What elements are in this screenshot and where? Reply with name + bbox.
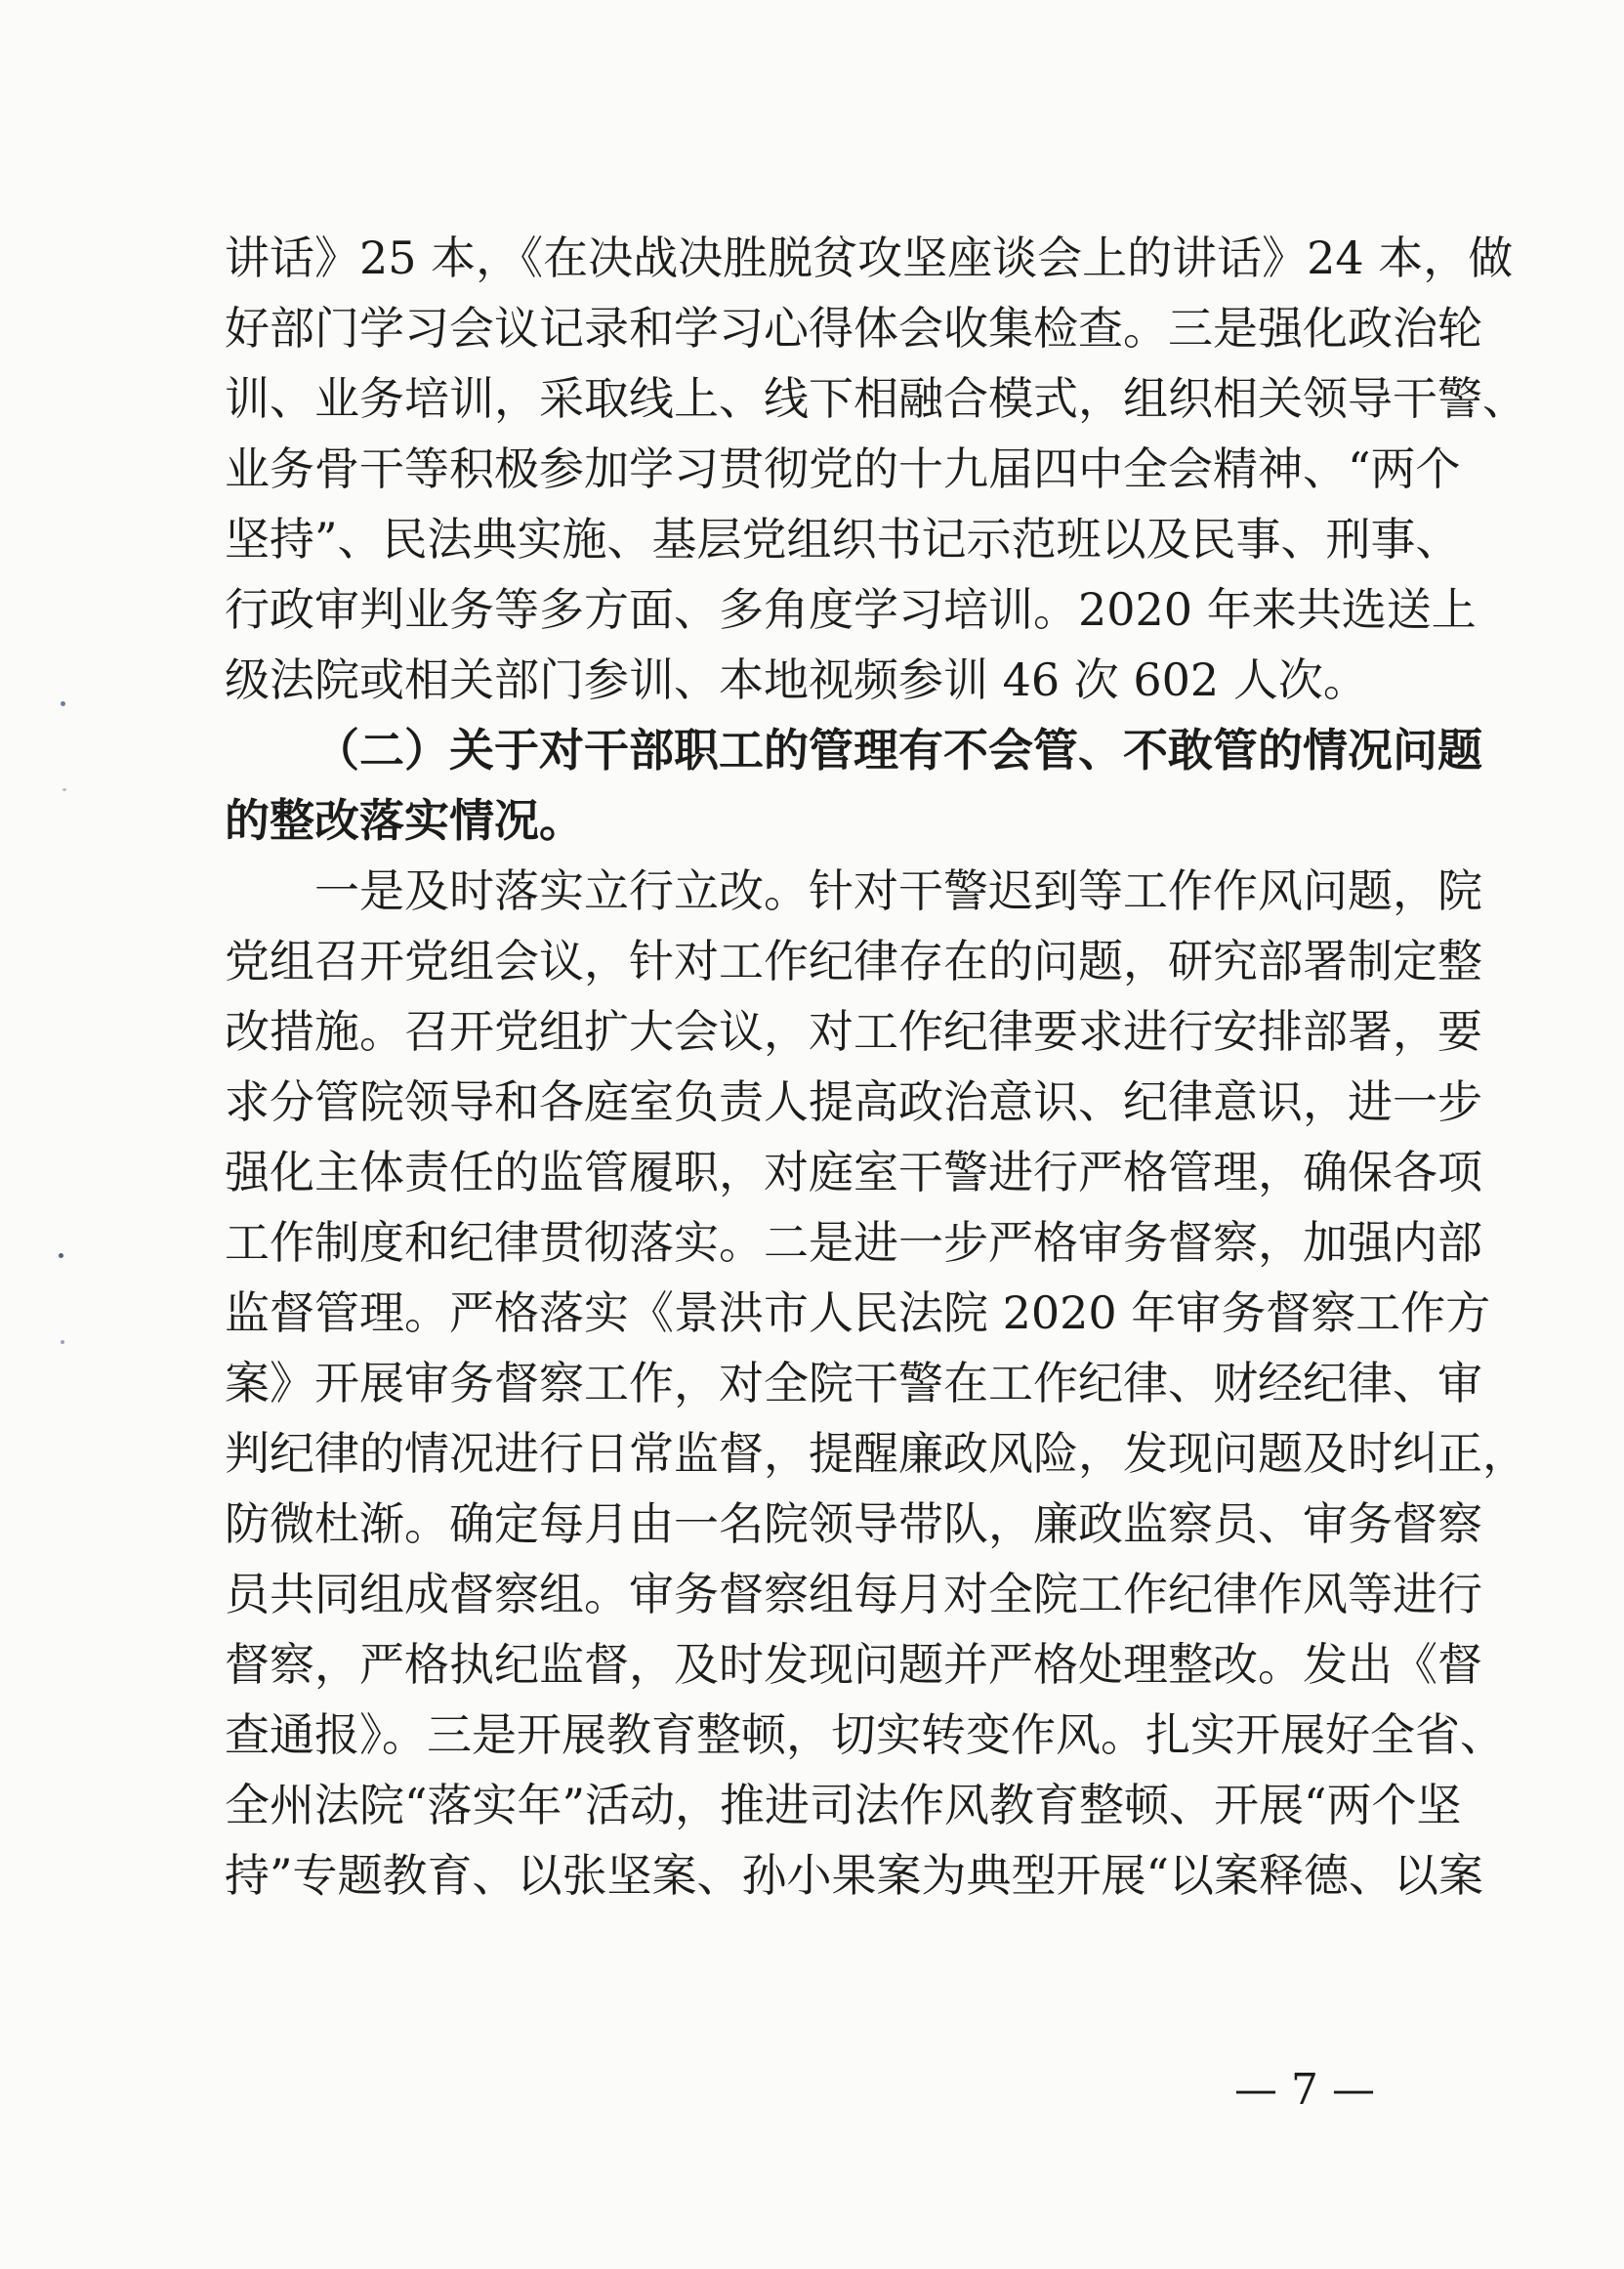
text-line: 训、业务培训，采取线上、线下相融合模式，组织相关领导干警、 — [225, 372, 1527, 425]
document-body — [225, 223, 1527, 1911]
text-line: 求分管院领导和各庭室负责人提高政治意识、纪律意识，进一步 — [225, 1075, 1482, 1128]
page-number: — 7 — — [1234, 2065, 1375, 2115]
text-line: 全州法院“落实年”活动，推进司法作风教育整顿、开展“两个坚 — [225, 1779, 1462, 1831]
text-line: 工作制度和纪律贯彻落实。二是进一步严格审务督察，加强内部 — [225, 1216, 1482, 1269]
text-line: 改措施。召开党组扩大会议，对工作纪律要求进行安排部署，要 — [225, 1005, 1482, 1058]
scan-speck — [59, 1253, 63, 1258]
text-line: 讲话》25 本，《在决战决胜脱贫攻坚座谈会上的讲话》24 本，做 — [225, 231, 1514, 284]
section-heading: 的整改落实情况。 — [225, 794, 584, 847]
scan-speck — [62, 788, 66, 791]
text-line: 好部门学习会议记录和学习心得体会收集检查。三是强化政治轮 — [225, 302, 1482, 355]
scan-speck — [61, 701, 65, 706]
text-line: 坚持”、民法典实施、基层党组织书记示范班以及民事、刑事、 — [225, 513, 1461, 566]
text-line: 案》开展审务督察工作，对全院干警在工作纪律、财经纪律、审 — [225, 1357, 1482, 1409]
text-line: 督察，严格执纪监督，及时发现问题并严格处理整改。发出《督 — [225, 1638, 1482, 1691]
text-line: 查通报》。三是开展教育整顿，切实转变作风。扎实开展好全省、 — [225, 1708, 1505, 1761]
text-line: 级法院或相关部门参训、本地视频参训 46 次 602 人次。 — [225, 653, 1368, 706]
text-line: 业务骨干等积极参加学习贯彻党的十九届四中全会精神、“两个 — [225, 442, 1461, 495]
text-line: 监督管理。严格落实《景洪市人民法院 2020 年审务督察工作方 — [225, 1286, 1491, 1339]
text-line: 党组召开党组会议，针对工作纪律存在的问题，研究部署制定整 — [225, 935, 1482, 987]
text-line: 一是及时落实立行立改。针对干警迟到等工作作风问题，院 — [314, 864, 1482, 917]
text-line: 判纪律的情况进行日常监督，提醒廉政风险，发现问题及时纠正， — [225, 1427, 1527, 1480]
text-line: 防微杜渐。确定每月由一名院领导带队，廉政监察员、审务督察 — [225, 1497, 1482, 1550]
text-line: 行政审判业务等多方面、多角度学习培训。2020 年来共选送上 — [225, 583, 1477, 636]
text-line: 员共同组成督察组。审务督察组每月对全院工作纪律作风等进行 — [225, 1568, 1482, 1620]
text-line: 强化主体责任的监管履职，对庭室干警进行严格管理，确保各项 — [225, 1146, 1482, 1198]
scan-speck — [61, 1340, 64, 1344]
section-heading: （二）关于对干部职工的管理有不会管、不敢管的情况问题 — [314, 724, 1482, 777]
text-line: 持”专题教育、以张坚案、孙小果案为典型开展“以案释德、以案 — [225, 1849, 1484, 1902]
